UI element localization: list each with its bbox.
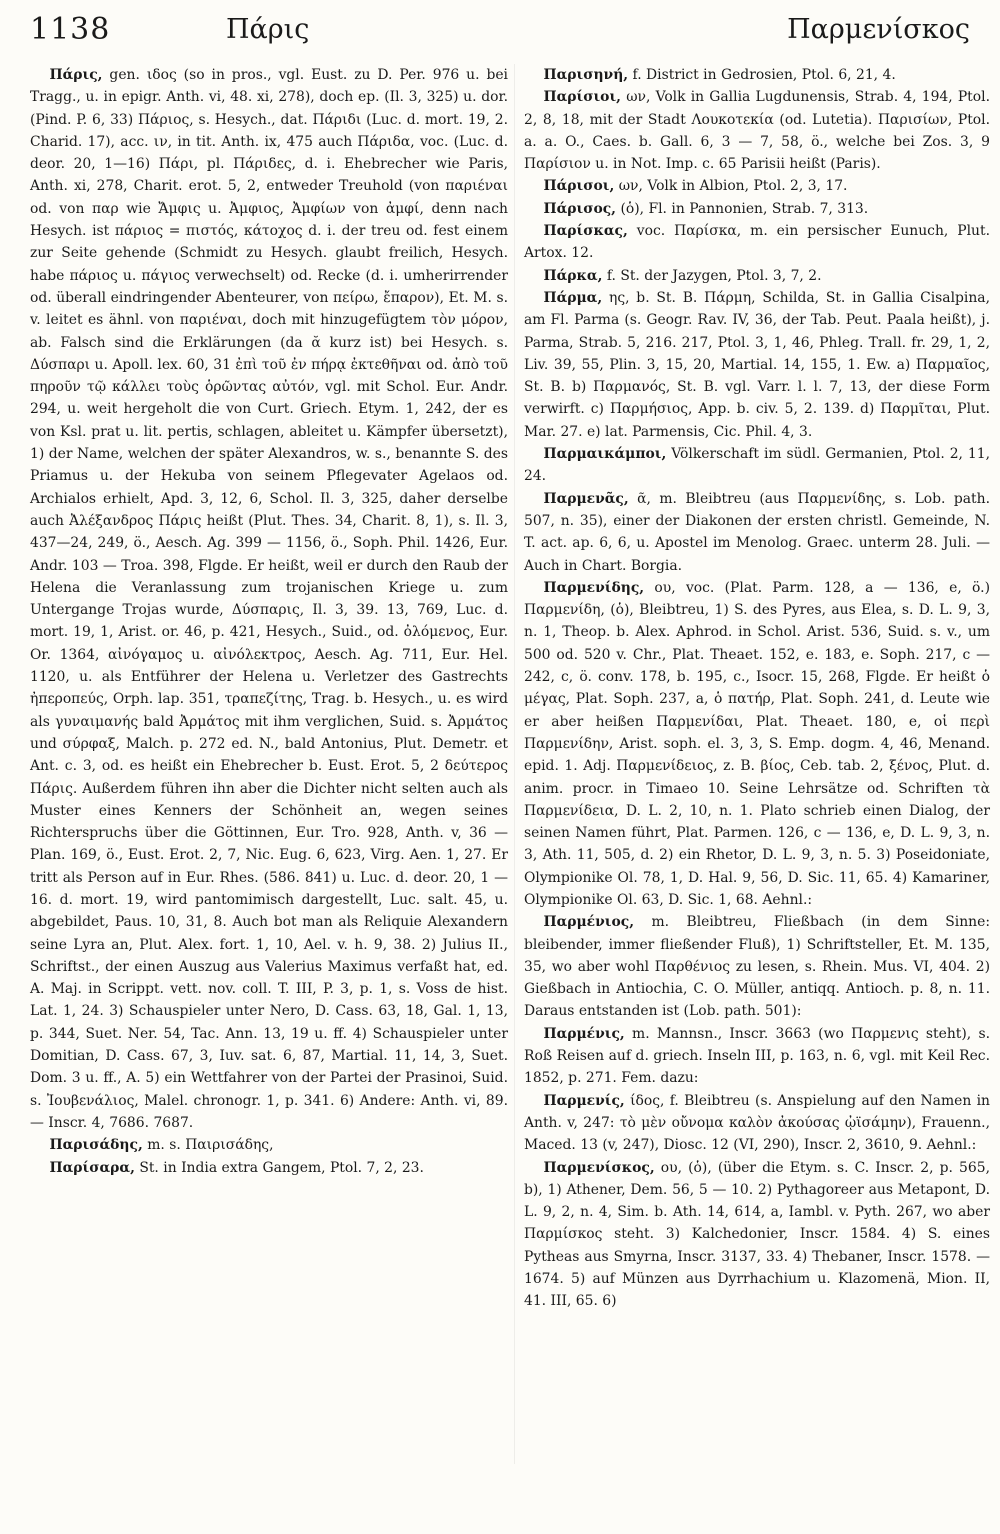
dictionary-entry [524,1023,990,1090]
dictionary-entry [30,64,508,1134]
dictionary-entry [524,911,990,1022]
entry-lemma: Παρμενίσκος, [543,1159,655,1176]
entry-text: m. s. Παιρισάδης, [142,1137,274,1154]
entry-lemma: Παρμενίδης, [543,579,645,596]
entry-lemma: Παρισάδης, [49,1137,143,1154]
entry-text: f. St. der Jazygen, Ptol. 3, 7, 2. [602,267,822,284]
entry-lemma: Παρίσκας, [543,223,628,240]
entry-lemma: Πάρισος, [543,200,617,217]
entry-lemma: Παρμένις, [543,1025,625,1042]
dictionary-entry [524,488,990,577]
entry-lemma: Παρμενᾶς, [543,490,629,507]
entry-lemma: Παρίσιοι, [543,89,622,106]
entry-lemma: Πάρισοι, [543,178,615,195]
entry-text: ων, Volk in Gallia Lugdunensis, Strab. 4, 194, Ptol. 2, 8, 18, mit der Stadt Λουκοτεκία (od. Lutetia). Παρισίων, Ptol. a. a. O., Caes. b. Gall. 6, 3 — 7, 58, ö., welche bei Zos. 3, 9 Παρίσιον u. in Not. Imp. c. 65 Parisii heißt (Paris). [524,89,990,173]
entry-text: m. Bleibtreu, Fließbach (in dem Sinne: bleibender, immer fließender Fluß), 1) Schriftsteller, Et. M. 135, 35, wo aber wohl Παρθένιος zu lesen, s. Rhein. Mus. VI, 404. 2) Gießbach in Antiochia, C. O. Müller, antiqq. Antioch. p. 8, n. 11. Daraus entstanden ist (Lob. path. 501): [524,914,990,1020]
entry-text: ων, Volk in Albion, Ptol. 2, 3, 17. [614,178,848,195]
entry-text: St. in India extra Gangem, Ptol. 7, 2, 23. [134,1159,424,1176]
right-column [524,64,990,1313]
entry-text: ου, voc. (Plat. Parm. 128, a — 136, e, ö.) Παρμενίδη, (ὁ), Bleibtreu, 1) S. des Pyres, aus Elea, s. D. L. 9, 3, n. 1, Theop. b. Alex. Aphrod. in Schol. Arist. 536, Suid. s. v., um 500 od. 520 v. Chr., Plat. Theaet. 152, e. 183, e. Soph. 217, c — 242, c, ö. conv. 178, b. 195, c., Isocr. 15, 268, Flgde. Er heißt ὁ μέγας, Plat. Soph. 237, a, ὁ πατήρ, Plat. Soph. 241, d. Leute wie er aber heißen Παρμενίδαι, Plat. Theaet. 180, e, οἱ περὶ Παρμενίδην, Arist. soph. el. 3, 3, S. Emp. dogm. 4, 46, Menand. epid. 1. Adj. Παρμενίδειος, z. B. βίος, Ceb. tab. 2, ξένος, Plut. d. anim. procr. in Timaeo 10. Seine Lehrsätze od. Schriften τὰ Παρμενίδεια, D. L. 2, 10, n. 1. Plato schrieb einen Dialog, der seinen Namen führt, Plat. Parmen. 126, c — 136, e, D. L. 9, 3, n. 3, Ath. 11, 505, d. 2) ein Rhetor, D. L. 9, 3, n. 5. 3) Poseidoniate, Olympionike Ol. 78, 1, D. Hal. 9, 56, D. Sic. 11, 65. 4) Kamariner, Olympionike Ol. 63, D. Sic. 1, 68. Aehnl.: [524,579,990,908]
dictionary-entry [524,1090,990,1157]
page-number: 1138 [30,12,111,47]
entry-lemma: Πάρμα, [543,289,603,306]
entry-text: Völkerschaft im südl. Germanien, Ptol. 2, 11, 24. [524,446,990,485]
left-column [30,64,508,1179]
entry-text: (ὁ), Fl. in Pannonien, Strab. 7, 313. [616,200,869,217]
dictionary-entry [524,577,990,911]
entry-lemma: Παρμαικάμποι, [543,446,667,463]
entry-text: gen. ιδος (so in pros., vgl. Eust. zu D. Per. 976 u. bei Tragg., u. in epigr. Anth. vi, 48. xi, 278), doch ep. (Il. 3, 325) u. dor. (Pind. P. 6, 33) Πάριος, s. Hesych., dat. Πάριδι (Luc. d. mort. 19, 2. Charid. 17), acc. ιν, in tit. Anth. ix, 475 auch Πάριδα, voc. (Luc. d. deor. 20, 1—16) Πάρι, pl. Πάριδες, d. i. Ehebrecher wie Paris, Anth. xi, 278, Charit. erot. 5, 2, entweder Treuhold (von παριέναι od. von παρ wie Ἄμφις u. Ἀμφιος, Ἀμφίων von ἀμφί, denn nach Hesych. ist πάριος = πιστός, κάτοχος d. i. der treu od. fest einem zur Seite gehende (Schmidt zu Hesych. glaubt freilich, Hesych. habe πάριος u. πάγιος verwechselt) od. Recke (d. i. umherirrender od. überall eindringender Abenteurer, von πείρω, ἔπαρον), Et. M. s. v. leitet es ähnl. von παριέναι, doch mit hinzugefügtem τὸν μόρον, ab. Falsch sind die Erklärungen (da ᾰ kurz ist) bei Hesych. s. Δύσπαρι u. Apoll. lex. 60, 31 ἐπὶ τοῦ ἐν πήρᾳ ἐκτεθῆναι od. ἀπὸ τοῦ πηροῦν τῷ κάλλει τοὺς ὁρῶντας αὐτόν, vgl. mit Schol. Eur. Andr. 294, u. weit hergeholt die von Curt. Griech. Etym. 1, 242, der es von Ksl. prat u. lit. pertis, schlagen, ableitet u. Kämpfer übersetzt), 1) der Name, welchen der später Alexandros, w. s., benannte S. des Priamus u. der Hekuba von seinem Pflegevater Agelaos od. Archialos erhielt, Apd. 3, 12, 6, Schol. Il. 3, 325, daher derselbe auch Ἀλέξανδρος Πάρις heißt (Plut. Thes. 34, Charit. 8, 1), s. Il. 3, 437—24, 249, ö., Aesch. Ag. 399 — 1156, ö., Soph. Phil. 1426, Eur. Andr. 103 — Troa. 398, Flgde. Er heißt, weil er durch den Raub der Helena die Veranlassung zum trojanischen Kriege u. zum Untergange Trojas wurde, Δύσπαρις, Il. 3, 39. 13, 769, Luc. d. mort. 19, 1, Arist. or. 46, p. 421, Hesych., Suid., od. ὀλόμενος, Eur. Or. 1364, αἰνόγαμος u. αἰνόλεκτρος, Aesch. Ag. 711, Eur. Hel. 1120, u. als Entführer der Helena u. Verletzer des Gastrechts ἠπεροπεύς, Orph. lap. 351, τραπεζίτης, Trag. b. Hesych., u. es wird als γυναιμανής bald Ἀρμάτος mit ihm verglichen, Suid. s. Ἀρμάτος und σύρφαξ, Malch. p. 272 ed. N., bald Antonius, Plut. Demetr. et Ant. c. 3, od. es heißt ein Ehebrecher b. Eust. Erot. 5, 2 δεύτερος Πάρις. Außerdem führen ihn aber die Dichter nicht selten auch als Muster eines Kenners der Schönheit an, wegen seines Richterspruchs über die Göttinnen, Eur. Tro. 928, Anth. v, 36 — Plan. 169, ö., Eust. Erot. 2, 7, Nic. Eug. 6, 623, Virg. Aen. 1, 27. Er tritt als Person auf in Eur. Rhes. (586. 841) u. Luc. d. deor. 20, 1 — 16. d. mort. 19, wird pantomimisch dargestellt, Luc. salt. 45, u. abgebildet, Paus. 10, 31, 8. Auch bot man als Reliquie Alexandern seine Lyra an, Plut. Alex. fort. 1, 10, Ael. v. h. 9, 38. 2) Julius II., Schriftst., der einen Auszug aus Valerius Maximus verfaßt hat, ed. A. Maj. in Scrippt. vett. nov. coll. T. III, P. 3, p. 1, s. Voss de hist. Lat. 1, 24. 3) Schauspieler unter Nero, D. Cass. 63, 18, Gal. 1, 13, p. 344, Suet. Ner. 54, Tac. Ann. 13, 19 u. ff. 4) Schauspieler unter Domitian, D. Cass. 67, 3, Iuv. sat. 6, 87, Martial. 11, 14, 3, Suet. Dom. 3 u. ff., A. 5) ein Wettfahrer von der Partei der Prasinoi, Suid. s. Ἰουβενάλιος, Malel. chronogr. 1, p. 341. 6) Andere: Anth. vi, 89. — Inscr. 4, 7686. 7687. [30,67,508,1131]
page-header [30,12,978,56]
dictionary-entry [524,86,990,175]
entry-text: ᾶ, m. Bleibtreu (aus Παρμενίδης, s. Lob. path. 507, n. 35), einer der Diakonen der ersten christl. Gemeinde, N. T. act. ap. 6, 6, u. Apostel im Menolog. Graec. unterm 28. Juli. — Auch in Chart. Borgia. [524,490,990,574]
entry-lemma: Πάρις, [49,67,103,83]
entry-lemma: Πάρκα, [543,267,603,284]
entry-lemma: Παρμένιος, [543,914,635,931]
entry-lemma: Παρμενίς, [543,1092,625,1109]
entry-text: ίδος, f. Bleibtreu (s. Anspielung auf den Namen in Anth. v, 247: τὸ μὲν οὔνομα καλὸν ἀκούσας ᾠϊσάμην), Frauenn., Maced. 13 (v, 247), Diosc. 12 (VI, 290), Inscr. 2, 3610, 9. Aehnl.: [524,1092,990,1154]
dictionary-entry [30,1134,508,1156]
dictionary-entry [524,443,990,488]
dictionary-entry [524,198,990,220]
dictionary-entry [524,287,990,443]
dictionary-entry [524,265,990,287]
entry-text: ου, (ὁ), (über die Etym. s. C. Inscr. 2, p. 565, b), 1) Athener, Dem. 56, 5 — 10. 2) Pythagoreer aus Metapont, D. L. 9, 2, n. 4, Sim. b. Ath. 14, 614, a, Iambl. v. Pyth. 267, wo aber Παρμίσκος steht. 3) Kalchedonier, Inscr. 1584. 4) S. eines Pytheas aus Smyrna, Inscr. 3137, 33. 4) Thebaner, Inscr. 1578. — 1674. 5) auf Münzen aus Dyrrhachium u. Klazomenä, Mion. II, 41. III, 65. 6) [524,1159,990,1310]
dictionary-entry [524,220,990,265]
entry-text: f. District in Gedrosien, Ptol. 6, 21, 4. [628,67,896,83]
dictionary-entry [30,1157,508,1179]
running-head-last-word: Παρμενίσκος [787,14,970,45]
entry-text: m. Mannsn., Inscr. 3663 (wo Παρμενις steht), s. Roß Reisen auf d. griech. Inseln III, p. 163, n. 6, vgl. mit Keil Rec. 1852, p. 271. Fem. dazu: [524,1025,990,1087]
entry-text: ης, b. St. B. Πάρμη, Schilda, St. in Gallia Cisalpina, am Fl. Parma (s. Geogr. Rav. IV, 36, der Tab. Peut. Paala heißt), j. Parma, Strab. 5, 216. 217, Ptol. 3, 1, 46, Phleg. Trall. fr. 29, 1, 2, Liv. 39, 55, Plin. 3, 15, 20, Martial. 14, 155, 1. Ew. a) Παρμαῖος, St. B. b) Παρμανός, St. B. vgl. Varr. l. l. 7, 13, der diese Form verwirft. c) Παρμήσιος, App. b. civ. 5, 2. 139. d) Παρμῖται, Plut. Mar. 27. e) lat. Parmensis, Cic. Phil. 4, 3. [524,289,990,440]
entry-lemma: Παρισηνή, [543,67,629,83]
running-head-first-word: Πάρις [226,14,310,45]
dictionary-entry [524,175,990,197]
dictionary-entry [524,64,990,86]
dictionary-entry [524,1157,990,1313]
entry-text: voc. Παρίσκα, m. ein persischer Eunuch, Plut. Artox. 12. [524,223,990,262]
column-gutter [514,64,515,1464]
entry-lemma: Παρίσαρα, [49,1159,135,1176]
